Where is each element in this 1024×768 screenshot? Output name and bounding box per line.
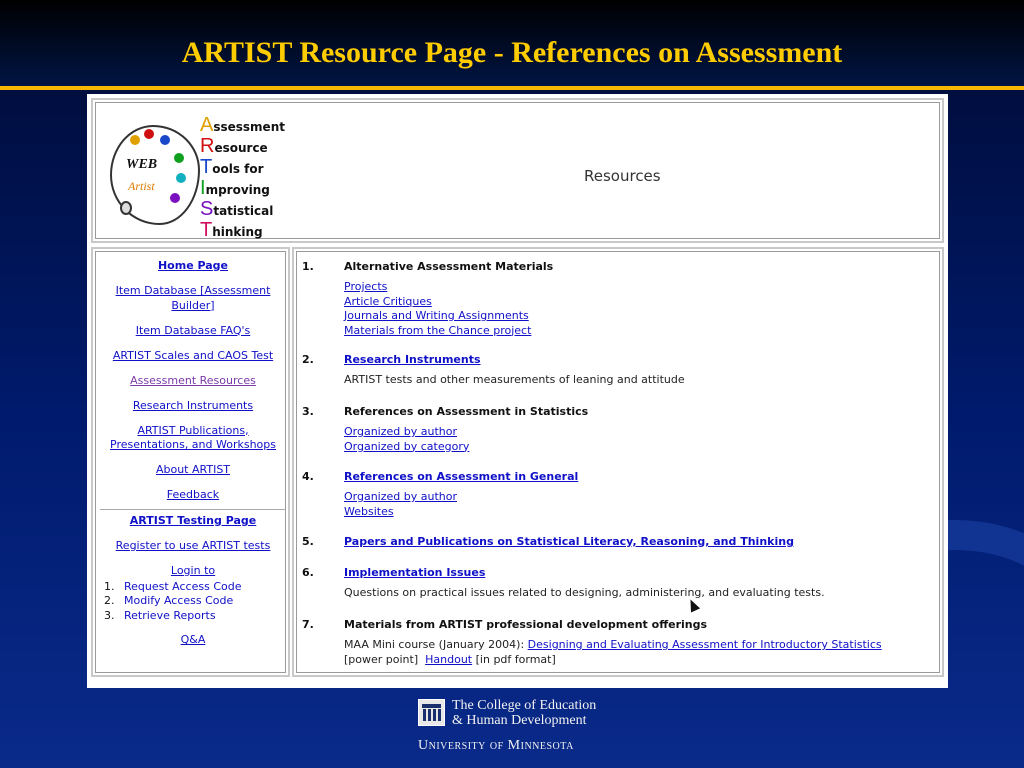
section-description: ARTIST tests and other measurements of leaning and attitude bbox=[344, 373, 685, 386]
nav-testing-page-link[interactable]: ARTIST Testing Page bbox=[129, 514, 257, 527]
title-divider bbox=[0, 86, 1024, 90]
projects-link[interactable]: Projects bbox=[344, 280, 388, 293]
nav-divider bbox=[100, 509, 286, 510]
artist-acronym bbox=[200, 115, 285, 241]
logo-artist-text: Artist bbox=[128, 179, 155, 193]
acronym-row: Statistical bbox=[200, 198, 274, 220]
acronym-row: Improving bbox=[200, 177, 270, 199]
research-instruments-link[interactable]: Research Instruments bbox=[344, 353, 481, 366]
papers-publications-link[interactable]: Papers and Publications on Statistical Literacy, Reasoning, and Thinking bbox=[344, 535, 794, 548]
page-banner bbox=[91, 98, 944, 243]
mini-course-link[interactable]: Designing and Evaluating Assessment for Introductory Statistics bbox=[527, 638, 882, 651]
resources-content: 1. Alternative Assessment Materials Projects Article Critiques Journals and Writing Assignments Materials from the Chance project 2. Research Instruments ARTIST tests and other measurements of leaning and attitude 3. References on Assessment in Statistics Organized by author Organized by category 4. References on Assessment in General Organized by author Websites 5. Papers and Publications on Statistical Literacy, Reasoning, and Thinking 6. Implementation Issues Questions on practical issues related to designing, administering, and evaluating tests. 7. Materials from ARTIST professional development offerings MAA Mini course (January 2004): Designing and Evaluating Assessment for Introductory Statistics [power point] Handout [in pdf format] bbox=[292, 247, 944, 677]
nav-login-link[interactable]: Login to bbox=[170, 564, 216, 577]
slide-title: ARTIST Resource Page - References on Assessment bbox=[181, 36, 843, 69]
nav-register-link[interactable]: Register to use ARTIST tests bbox=[115, 539, 271, 552]
list-item[interactable]: 2. Modify Access Code bbox=[104, 594, 234, 607]
nav-about-link[interactable]: About ARTIST bbox=[155, 463, 231, 476]
nav-item-faq-link[interactable]: Item Database FAQ's bbox=[135, 323, 251, 337]
page-heading: Resources bbox=[584, 167, 661, 185]
acronym-row: Thinking bbox=[200, 219, 263, 241]
section-title: Materials from ARTIST professional development offerings bbox=[344, 618, 708, 631]
section-title: Alternative Assessment Materials bbox=[344, 260, 554, 273]
webpage-screenshot bbox=[87, 94, 948, 688]
general-by-author-link[interactable]: Organized by author bbox=[344, 490, 457, 503]
nav-qa-link[interactable]: Q&A bbox=[180, 633, 206, 646]
list-item[interactable]: 1. Request Access Code bbox=[104, 579, 242, 593]
handout-link[interactable]: Handout bbox=[425, 652, 473, 666]
section-title: References on Assessment in Statistics bbox=[344, 405, 589, 418]
websites-link[interactable]: Websites bbox=[344, 504, 394, 518]
acronym-row: Assessment bbox=[200, 114, 285, 136]
nav-research-instruments-link[interactable]: Research Instruments bbox=[132, 398, 254, 412]
nav-item-database-link[interactable]: Item Database [Assessment Builder] bbox=[115, 284, 271, 312]
college-seal-icon bbox=[418, 699, 445, 726]
list-item[interactable]: 3. Retrieve Reports bbox=[104, 608, 216, 622]
stats-by-author-link[interactable]: Organized by author bbox=[344, 425, 457, 438]
section-description: Questions on practical issues related to designing, administering, and evaluating tests. bbox=[344, 586, 825, 599]
article-critiques-link[interactable]: Article Critiques bbox=[344, 294, 432, 308]
references-general-link[interactable]: References on Assessment in General bbox=[344, 470, 579, 483]
acronym-row: Resource bbox=[200, 135, 268, 157]
login-options-list bbox=[100, 580, 286, 624]
chance-materials-link[interactable]: Materials from the Chance project bbox=[344, 323, 532, 337]
artist-palette-logo bbox=[110, 125, 200, 225]
sidebar-nav bbox=[91, 247, 290, 677]
nav-publications-link[interactable]: ARTIST Publications, Presentations, and Workshops bbox=[110, 423, 276, 451]
nav-assessment-resources-link[interactable]: Assessment Resources bbox=[130, 373, 256, 387]
acronym-row: Tools for bbox=[200, 156, 264, 178]
university-footer bbox=[418, 698, 628, 758]
palette-thumb-hole bbox=[120, 201, 132, 215]
college-name: The College of Education & Human Development bbox=[452, 698, 597, 728]
logo-web-text: WEB bbox=[126, 157, 158, 172]
implementation-issues-link[interactable]: Implementation Issues bbox=[344, 566, 486, 579]
nav-feedback-link[interactable]: Feedback bbox=[166, 488, 220, 501]
university-name: University of Minnesota bbox=[418, 738, 574, 753]
nav-scales-link[interactable]: ARTIST Scales and CAOS Test bbox=[112, 348, 274, 362]
nav-home-link[interactable]: Home Page bbox=[157, 259, 229, 272]
stats-by-category-link[interactable]: Organized by category bbox=[344, 439, 470, 453]
journals-writing-link[interactable]: Journals and Writing Assignments bbox=[344, 309, 529, 322]
